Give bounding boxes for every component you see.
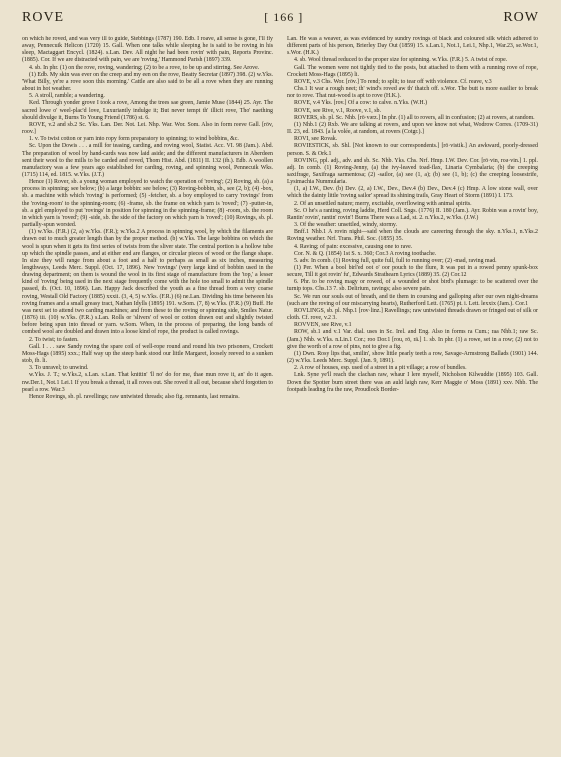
entry-paragraph: (1, a) I.W., Dev. (b) Dev. (2, a) I.W., Dev., Dev.4 (b) Dev., Dev.4 (c) Hmp. A low stone wall, over which the dainty little 'roving sailor' spread its shining trails, Gray Heart of Storm (1891) I. 173. — [287, 186, 538, 200]
entry-paragraph: 3. Of the weather: unsettled, windy, stormy. — [294, 222, 397, 229]
entry-paragraph: Cor. N. & Q. (1854) 1st S. x. 360; Cor.3 A roving toothache. — [294, 250, 437, 257]
entry-paragraph: ROVLINGS, sb. pl. Nhp.1 [rov·linz.] Ravellings; raw untwisted threads drawn or fringed out of silk or cloth. Cf. rove, v.2 3. — [287, 307, 538, 322]
entry-paragraph: Sc. O he's a ranting, roving laddie, Herd Coll. Sngs. (1776) II. 180 (Jam.). Ayr. Robin was a rovin' boy, Rantin' rovin', rantin' rovin'! Burns There was a Lad, st. 2. n.Yks.2, w.Yks. (J.W.) — [287, 207, 538, 221]
entry-paragraph: on which he roved, and was very ill to guide, Stebbings (1787) 190. Edb. I roave, all sense is gone, I'll fly away, Pennecuik Helicon (1720) 15. Gall. When one talks while sleeping he is said to be roving in his sleep, Mactaggart Encycl. (1824). s.Lan. Dev. All night he had been rovin' with pain, Reports Provinc. (1885). Cor. If we are distracted with pain, we are 'roving,' Hammond Parish (1897) 339. — [22, 36, 273, 64]
page-number: [ 166 ] — [264, 10, 304, 24]
entry-paragraph: Ked. Through yonder grove I took a rove, Among the trees sae green, Jamie Muse (1844) 25. Ayr. The sacred lowe o' weel-plac'd love, Luxuriantly indulge it; But never tempt th' illicit rove, Tho' naething should divulge it, Burns To Young Friend (1786) st. 6. — [22, 100, 273, 121]
text-columns — [22, 36, 539, 751]
header-left-headword: ROVE — [22, 10, 65, 25]
entry-paragraph: ROVERS, sb. pl. Sc. Nhb. [rō·vərz.] In phr. (1) all to rovers, all in confusion; (2) at rovers, at random. — [294, 114, 535, 121]
entry-paragraph: 2. Of an unsettled nature; merry, excitable, overflowing with animal spirits. — [294, 200, 472, 207]
entry-paragraph: Chs.1 It war a rough neet; th' wind's roved aw th' thatch off. s.Wor. The butt is more easilier to break nor to rove. That nut-wood is apt to rove (H.K.). — [287, 86, 538, 100]
running-header — [22, 10, 539, 32]
entry-paragraph: Gall. The women were not tightly tied to the posts, but attached to them with a running rove of rope, Crockett Moss-Hags (1895) li. — [287, 64, 538, 78]
entry-paragraph: (1) Nhb.1 (2) Rxb. We are talking at rovers, and upon we know not what, Wodrow Corres. (1709-31) II. 23, ed. 1843. [a la volée, at random, at rovers (Cotgr.).] — [287, 121, 538, 136]
entry-paragraph: Hence Rovings, sb. pl. ravellings; raw untwisted threads; also fig. remnants, last remains. — [29, 393, 240, 400]
entry-paragraph: Sc. Upon the Dowis . . . a mill for teasing, carding, and roving wool, Statist. Acc. VI. 98 (Jam.). Abd. The preparation of wool by hand-cards was now laid aside; and the different manufacturers in Aberdeen sent their wool to the mills to be carded and roved, Thom Hist. Abd. (1811) II. 132 (ib.). Edb. A woollen manufactory was a few years ago established for carding, roving, and spinning wool, Pennecuik Wks. (1715) 114, ed. 1815. w.Yks. (J.T.) — [22, 143, 273, 178]
entry-paragraph: 4. Raving; of pain: excessive, causing one to rave. — [294, 243, 413, 250]
entry-paragraph: ROVIESTICK, sb. Shl. [Not known to our correspondents.] [rō·vistik.] An awkward, poorly-dressed person. S. & Ork.1 — [287, 143, 538, 157]
left-column — [22, 36, 273, 751]
entry-paragraph: Sc. We run our souls out of breath, and tie them in coursing and galloping after our own night-dreams (such are the roving of our miscarrying hearts), Rutherford Lett. (1765) pt. i. Lett. lexxix (Jam.). Cor.1 — [287, 293, 538, 307]
entry-paragraph: (1) w.Yks. (F.R.) (2, a) w.Yks. (F.R.); w.Yks.2 A process in spinning wool, by which the filaments are drawn out to much greater length than by the proper method. (b) w.Yks. The large bobbins on which the wool is spun when it gets its first series of twists from the sliver state. The central portion is a hollow tube up which the spindle passes, and at either end are flanges, or circular pieces of wood or the flange shape. In size they will range from about a foot and a half to perhaps as small as six inches, measuring lengthways, Leeds Merc. Suppl. (Oct. 17, 1896). New 'rovings' (very large kind of bobbin used in the drawing department; on them is wound the wool in its first stage of manufacture from the 'top,' a lesser kind of 'roving' being used in the next stage frequently come with the hole too small to admit the spindle passed, ib. (Oct. 10, 1896). Lan. Happy Jack described the youth as a fine thread from a very coarse roving, Westall Old Factory (1885) xxxii. (3, 4, 5) w.Yks. (F.R.) (6) ne.Lan. Dividing his time between his roving frames and a small greasy tract, Nathan Idylls (1895) 191. w.Som. (7, 8) w.Yks. (F.R.) (9) Buff. He was next set to attend two carding machines; and from these to the roving or spinning side, Smiles Natur. (1876) iii. (10) w.Yks. (F.R.) s.Lan. Rolls or 'slivers' of wool or cotton drawn out and slightly twisted before being spun into thread or yarn. w.Som. When, in the process of preparing, the long bands of combed wool are doubled and drawn into a loose kind of rope, the product is called rovings. — [22, 229, 273, 336]
header-right-headword: ROW — [503, 10, 539, 25]
entry-paragraph: 2. A row of houses, esp. used of a street in a pit village; a row of bundles. — [294, 365, 467, 372]
entry-paragraph: 6. Phr. to be roving magy or rowed, of a wounded or shot bird's plumage: to be scattered over the turnip tops. Chs.13 7. sb. Delirium, ravings; also severe pain. — [287, 279, 538, 293]
entry-paragraph: ROVE, v.3 Chs. Wor. [rōv.] To rend; to split; to tear off with violence. Cf. reave, v.3 — [294, 78, 492, 85]
entry-paragraph: Bnff.1 Nhb.1 A rovin night—said when the clouds are careering through the sky. n.Yks.1, n.Yks.2 Roving weather. Nrf. Trans. Phil. Soc. (1855) 35. — [287, 229, 538, 243]
entry-paragraph: (1) Edb. My skin was ever on the creep and my een on the rove, Beatty Secretar (1897) 398. (2) w.Yks. 'What Billy, ye're a rove soon this morning.' Cattle are also said to be all a rove when they are running about in hot weather. — [22, 71, 273, 93]
entry-paragraph: Hence (1) Rover, sb. a young woman employed to watch the operation of 'roving'; (2) Roving, sb. (a) a process in spinning; see below; (b) a large bobbin: see below; (3) Roving-bobbin, sb., see (2, b); (4) -box, sb. a machine with which 'roving' is performed; (5) -fetcher, sb. a boy employed to carry 'rovings' from the 'roving-room' to the spinning-room; (6) -frame, sb. the frame on which yarn is 'roved'; (7) -putter-in, sb. a girl employed to put 'rovings' in position for spinning in the spinning-frame; (8) -room, sb. the room in which yarn is 'roved'; (9) -side, sb. the side of the factory on which yarn is 'roved'; (10) Rovings, sb. pl. partially-spun worsted. — [22, 179, 273, 229]
entry-paragraph: 4. sb. In phr. (1) on the rove, roving, wandering; (2) to be a rove, to be up and stirring. See Arove. — [29, 64, 260, 71]
entry-paragraph: ROW, sb.1 and v.1 Var. dial. uses in Sc. Irel. and Eng. Also in forms ra Cum.; raa Nhb.1; raw Sc. (Jam.) Nhb. w.Yks. n.Lin.1 Cor.; roo Dor.1 [rou, rō, rā.] 1. sb. In phr. (1) a rowe, set in a row; (2) not to give the worth of a row of pins, not to give a fig. — [287, 329, 538, 350]
entry-paragraph: ROVI, see Rovak. — [294, 136, 338, 143]
entry-paragraph: ROVE, v.2 and sb.2 Sc. Yks. Lan. Der. Not. Lei. Nhp. War. Wor. Som. Also in form reeve Gall. [rōv, roov.] — [22, 121, 273, 136]
entry-paragraph: ROVING, ppl. adj., adv. and sb. Sc. Nhb. Yks. Chs. Nrf. Hmp. I.W. Dev. Cor. [rō·vin, roə·vin.] 1. ppl. adj. In comb. (1) Roving-Jenny, (a) the ivy-leaved toad-flax, Linaria Cymbalaria; (b) the creeping saxifrage, Saxifraga sarmentosa; (2) -sailor, (a) see (1, a); (b) see (1, b); (c) the creeping loosestrife, Lysimachia Nummularia. — [287, 157, 538, 186]
right-column — [287, 36, 538, 751]
entry-paragraph: 3. To unravel; to unwind. — [29, 365, 89, 372]
entry-paragraph: 4. sb. Wool thread reduced to the proper size for spinning. w.Yks. (F.R.) 5. A twist of rope. — [294, 57, 508, 64]
entry-paragraph: ROVVEN, see Rive, v.1 — [294, 322, 352, 329]
entry-paragraph: Gall. I . . . saw Sandy roving the spare coil of well-rope round and round his two prisoners, Crockett Moss-Hags (1895) xxx.; Half way up the steep bank stood our little Margaret, loosely reeved to a sunken stob, ib. li. — [22, 343, 273, 365]
entry-paragraph: 5. adv. In comb. (1) Roving full, quite full, full to running over; (2) -mad, raving mad. — [294, 257, 497, 264]
entry-paragraph: 2. To twist; to fasten. — [29, 336, 79, 343]
entry-paragraph: Lnk. Syne ye'll reach the clachan raw, whaur I lere myself, Nicholson Kilwuddie (1895) 103. Gall. Down the Spotter burn street there was an auld laigh raw, Kerr Maggie o' Moss (1891) xxv. Nhb. The footpath leading fra the raw, Proudlock Border- — [287, 372, 538, 393]
entry-paragraph: (1) Per. When a bool birl'ed oot o' oor pouch to the flure, It was put in a rowed penny spunk-box secure, Till it got rovin' fu', Edwards Strathearn Lyrics (1889) 35. (2) Cor.12 — [287, 265, 538, 279]
entry-paragraph: ROVE, v.4 Yks. [rov.] Of a cow: to calve. n.Yks. (W.H.) — [294, 100, 428, 107]
entry-paragraph: (1) Dwn. Rosy lips that, smilin', show little pearly teeth a row, Savage-Armstrong Ballads (1901) 144. (2) w.Yks. Leeds Merc. Suppl. (Jan. 9, 1891). — [287, 350, 538, 365]
entry-paragraph: 5. A stroll, ramble; a wandering. — [29, 93, 105, 100]
entry-paragraph: 1. v. To twist cotton or yarn into ropy form preparatory to spinning; to wind bobbins, &c. — [29, 136, 239, 143]
entry-paragraph: ROVE, see Rive, v.1, Roove, v.1, sb. — [294, 107, 381, 114]
entry-paragraph: w.Yks. J. T.; w.Yks.2, s.Lan. s.Lan. That knittin' 'll no' do for me, thae mun rove it, an' do it agen. nw.Der.1, Not.1 Lei.1 If you break a thread, it all roves out. She roved it all out, because she'd forgotten to pearl a row. War.3 — [22, 372, 273, 393]
entry-paragraph: Lan. He was a weaver, as was evidenced by sundry rovings of black and coloured silk which adhered to different parts of his person, Brierley Day Out (1859) 15. s.Lan.1, Not.1, Lei.1, Nhp.1, War.23, se.Wor.1, s.Wor. (H.K.) — [287, 36, 538, 57]
